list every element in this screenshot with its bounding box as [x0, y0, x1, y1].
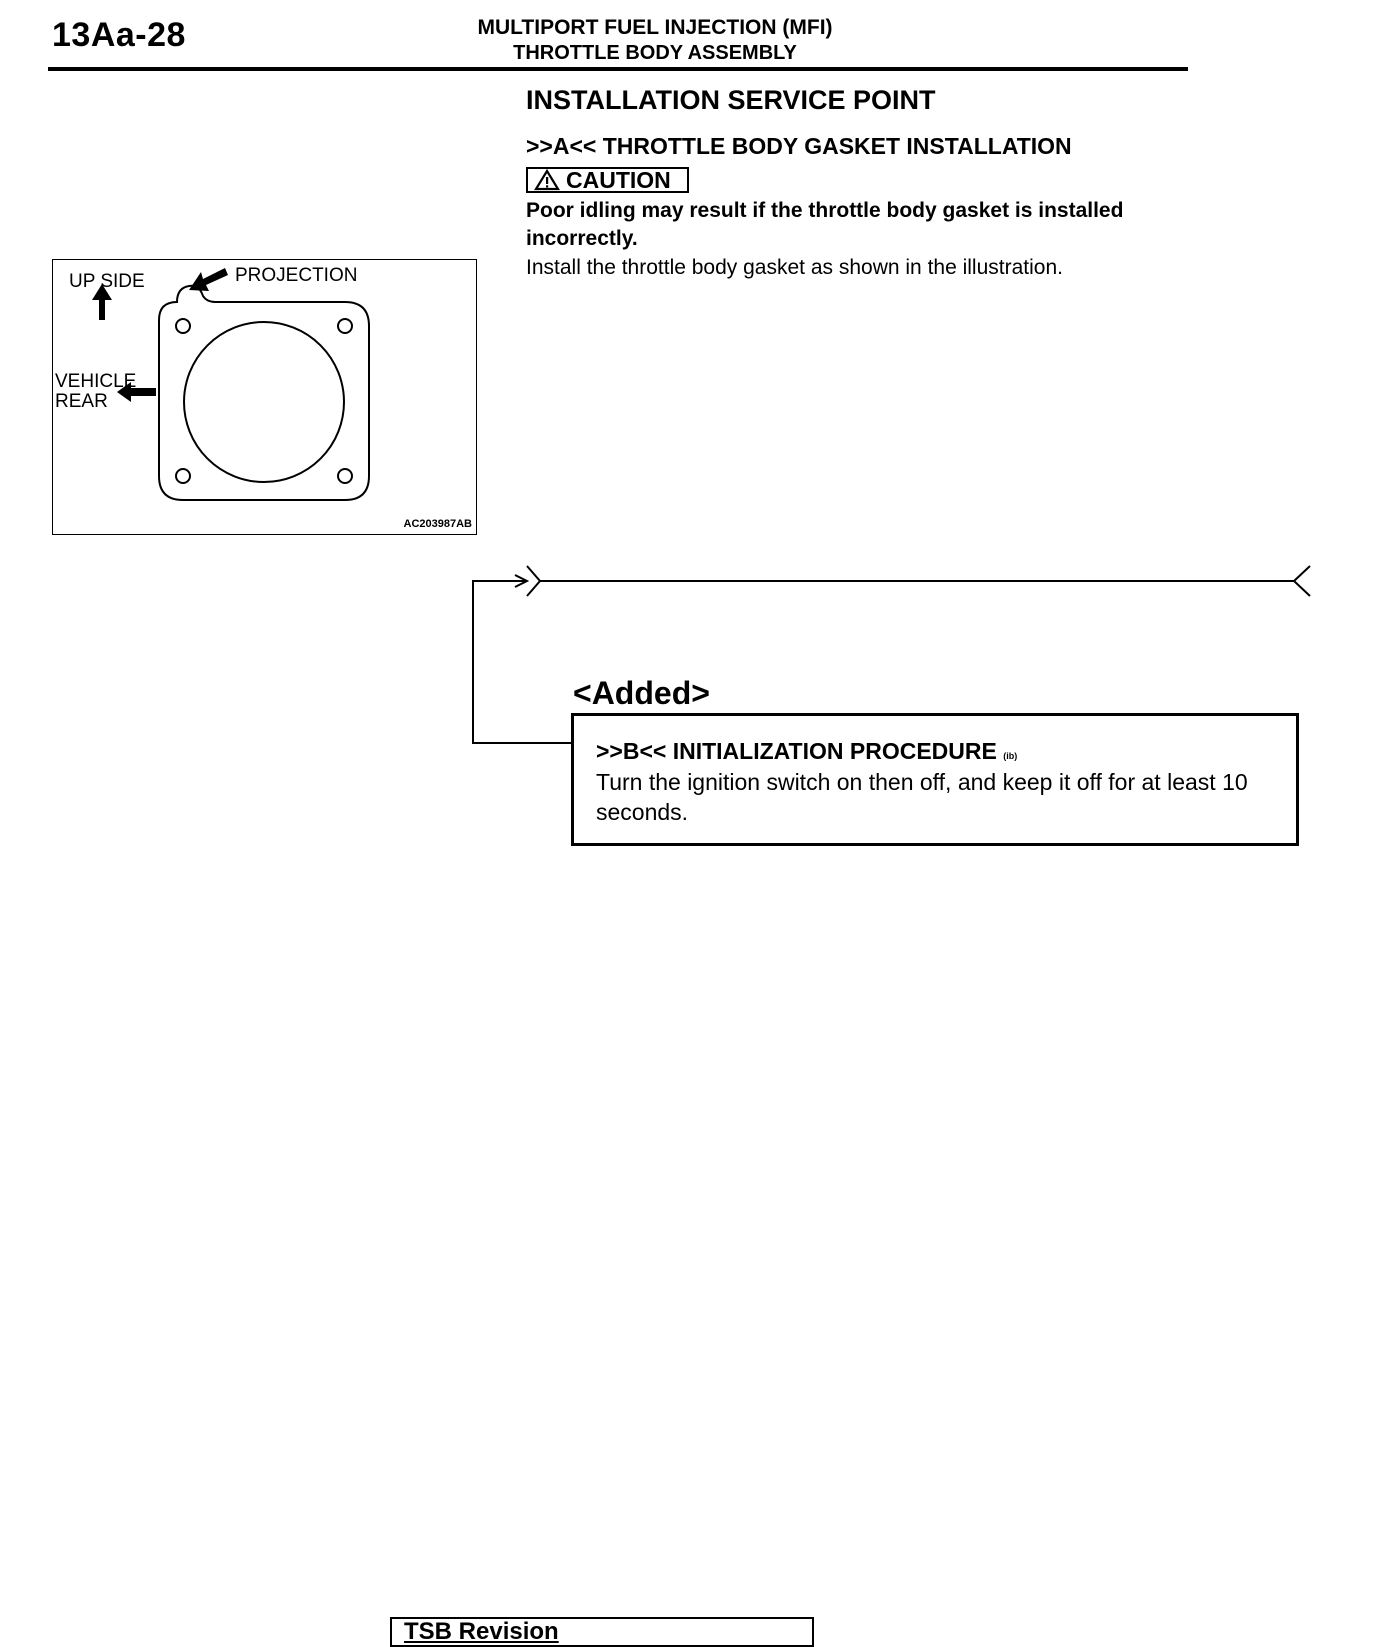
added-title-text: >>B<< INITIALIZATION PROCEDURE — [596, 738, 997, 764]
added-label: <Added> — [573, 675, 710, 711]
tsb-revision-box — [390, 1617, 814, 1647]
figure-code: AC203987AB — [403, 518, 472, 530]
bracket-line — [473, 581, 571, 743]
label-projection: PROJECTION — [235, 265, 358, 286]
tsb-revision-label: TSB Revision — [404, 1618, 559, 1645]
instruction-text: Install the throttle body gasket as shown in the illustration. — [526, 256, 1063, 279]
header-title: MULTIPORT FUEL INJECTION (MFI) — [477, 16, 833, 39]
added-title-suffix: (ib) — [1003, 751, 1018, 761]
header-subtitle: THROTTLE BODY ASSEMBLY — [513, 42, 797, 64]
label-rear: REAR — [55, 391, 108, 412]
label-up-side: UP SIDE — [69, 271, 145, 292]
caution-label: CAUTION — [566, 166, 671, 193]
page-number: 13Aa-28 — [52, 16, 186, 54]
caution-text: Poor idling may result if the throttle body gasket is installed incorrectly. — [526, 199, 1124, 250]
section-title: INSTALLATION SERVICE POINT — [526, 85, 936, 115]
label-vehicle: VEHICLE — [55, 371, 137, 392]
added-text: Turn the ignition switch on then off, and keep it off for at least 10 seconds. — [596, 769, 1248, 825]
added-box — [571, 713, 1299, 846]
added-title — [596, 738, 1017, 765]
revision-end-mark — [1294, 566, 1310, 596]
subsection-title: >>A<< THROTTLE BODY GASKET INSTALLATION — [526, 133, 1072, 159]
